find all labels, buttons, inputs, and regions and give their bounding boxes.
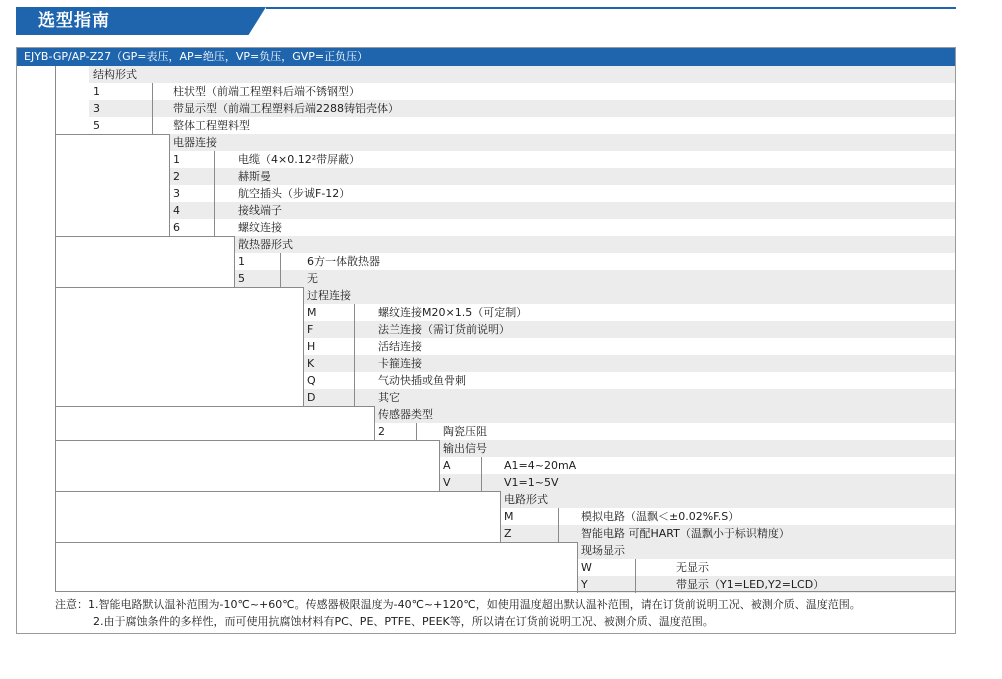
option-desc: 智能电路 可配HART（温飘小于标识精度） bbox=[581, 527, 790, 540]
option-code: Y bbox=[581, 578, 588, 591]
section-title-band bbox=[439, 440, 955, 457]
option-desc: 带显示型（前端工程塑料后端2288铸铝壳体） bbox=[173, 102, 399, 115]
table-left-rule bbox=[55, 66, 56, 591]
option-desc: 卡箍连接 bbox=[378, 357, 422, 370]
option-row-band bbox=[303, 389, 955, 406]
option-row-band bbox=[169, 202, 955, 219]
option-desc: 航空插头（步诚F-12） bbox=[238, 187, 351, 200]
option-desc: 无显示 bbox=[676, 561, 709, 574]
section-left-rule bbox=[169, 134, 170, 236]
option-desc: 带显示（Y1=LED,Y2=LCD） bbox=[676, 578, 825, 591]
section-title-band bbox=[303, 287, 955, 304]
code-desc-rule bbox=[280, 253, 281, 287]
section-left-rule bbox=[500, 491, 501, 542]
option-code: A bbox=[443, 459, 451, 472]
code-desc-rule bbox=[214, 151, 215, 236]
section-title-5: 传感器类型 bbox=[378, 408, 433, 421]
model-code-bar: EJYB-GP/AP-Z27（GP=表压，AP=绝压，VP=负压，GVP=正负压） bbox=[17, 48, 955, 66]
option-desc: 其它 bbox=[378, 391, 400, 404]
option-code: 5 bbox=[238, 272, 245, 285]
section-title-band bbox=[500, 491, 955, 508]
option-code: 5 bbox=[93, 119, 100, 132]
code-desc-rule bbox=[558, 508, 559, 542]
section-title-1: 结构形式 bbox=[93, 68, 137, 81]
option-code: 3 bbox=[93, 102, 100, 115]
section-title-8: 现场显示 bbox=[581, 544, 625, 557]
section-title-2: 电器连接 bbox=[173, 136, 217, 149]
option-code: 6 bbox=[173, 221, 180, 234]
section-title-band bbox=[234, 236, 955, 253]
section-box-top-rule bbox=[55, 134, 170, 135]
section-title-7: 电路形式 bbox=[504, 493, 548, 506]
code-desc-rule bbox=[354, 304, 355, 406]
page-title: 选型指南 bbox=[38, 11, 110, 31]
option-code: V bbox=[443, 476, 451, 489]
option-desc: 接线端子 bbox=[238, 204, 282, 217]
section-box-top-rule bbox=[55, 440, 440, 441]
section-left-rule bbox=[303, 287, 304, 406]
option-desc: A1=4~20mA bbox=[504, 459, 577, 472]
option-code: 1 bbox=[93, 85, 100, 98]
option-desc: 整体工程塑料型 bbox=[173, 119, 250, 132]
section-left-rule bbox=[234, 236, 235, 287]
option-desc: 6方一体散热器 bbox=[307, 255, 380, 268]
note-line-1: 注意：1.智能电路默认温补范围为-10℃~+60℃。传感器极限温度为-40℃~+120℃，如使用温度超出默认温补范围，请在订货前说明工况、被测介质、温度范围。 bbox=[55, 598, 861, 611]
section-title-band bbox=[374, 406, 955, 423]
option-desc: 柱状型（前端工程塑料后端不锈钢型） bbox=[173, 85, 360, 98]
option-row-band bbox=[234, 270, 955, 287]
option-code: 1 bbox=[238, 255, 245, 268]
option-desc: 螺纹连接 bbox=[238, 221, 282, 234]
section-title-band bbox=[89, 66, 955, 83]
section-box-top-rule bbox=[55, 287, 304, 288]
section-left-rule bbox=[577, 542, 578, 593]
option-desc: 气动快插或鱼骨刺 bbox=[378, 374, 466, 387]
notes bbox=[55, 596, 861, 630]
option-desc: 陶瓷压阻 bbox=[443, 425, 487, 438]
option-code: 2 bbox=[173, 170, 180, 183]
table-bottom-rule bbox=[55, 591, 955, 592]
section-box-top-rule bbox=[55, 236, 235, 237]
note-line-2: 2.由于腐蚀条件的多样性，而可使用抗腐蚀材料有PC、PE、PTFE、PEEK等，所以请在订货前说明工况、被测介质、温度范围。 bbox=[93, 615, 714, 628]
section-left-rule bbox=[374, 406, 375, 440]
option-code: K bbox=[307, 357, 315, 370]
code-desc-rule bbox=[635, 559, 636, 593]
option-code: M bbox=[504, 510, 514, 523]
option-code: W bbox=[581, 561, 592, 574]
section-title-3: 散热器形式 bbox=[238, 238, 293, 251]
option-code: 1 bbox=[173, 153, 180, 166]
option-desc: 活结连接 bbox=[378, 340, 422, 353]
section-title-band bbox=[577, 542, 955, 559]
option-row-band bbox=[169, 168, 955, 185]
option-code: D bbox=[307, 391, 316, 404]
option-code: F bbox=[307, 323, 314, 336]
option-desc: V1=1~5V bbox=[504, 476, 559, 489]
header-rule bbox=[266, 7, 956, 9]
option-desc: 模拟电路（温飘＜±0.02%F.S） bbox=[581, 510, 740, 523]
code-desc-rule bbox=[152, 83, 153, 134]
section-box-top-rule bbox=[55, 406, 375, 407]
section-left-rule bbox=[439, 440, 440, 491]
option-desc: 螺纹连接M20×1.5（可定制） bbox=[378, 306, 528, 319]
section-box-top-rule bbox=[55, 542, 578, 543]
code-desc-rule bbox=[481, 457, 482, 491]
option-desc: 无 bbox=[307, 272, 318, 285]
option-desc: 法兰连接（需订货前说明） bbox=[378, 323, 510, 336]
code-desc-rule bbox=[416, 423, 417, 440]
option-desc: 赫斯曼 bbox=[238, 170, 271, 183]
option-code: H bbox=[307, 340, 316, 353]
section-box-top-rule bbox=[55, 491, 501, 492]
option-code: 2 bbox=[378, 425, 385, 438]
section-title-4: 过程连接 bbox=[307, 289, 351, 302]
section-title-6: 输出信号 bbox=[443, 442, 487, 455]
section-title-band bbox=[169, 134, 955, 151]
option-code: Q bbox=[307, 374, 316, 387]
option-code: Z bbox=[504, 527, 512, 540]
option-code: M bbox=[307, 306, 317, 319]
option-code: 3 bbox=[173, 187, 180, 200]
option-desc: 电缆（4×0.12²带屏蔽） bbox=[238, 153, 361, 166]
option-code: 4 bbox=[173, 204, 180, 217]
